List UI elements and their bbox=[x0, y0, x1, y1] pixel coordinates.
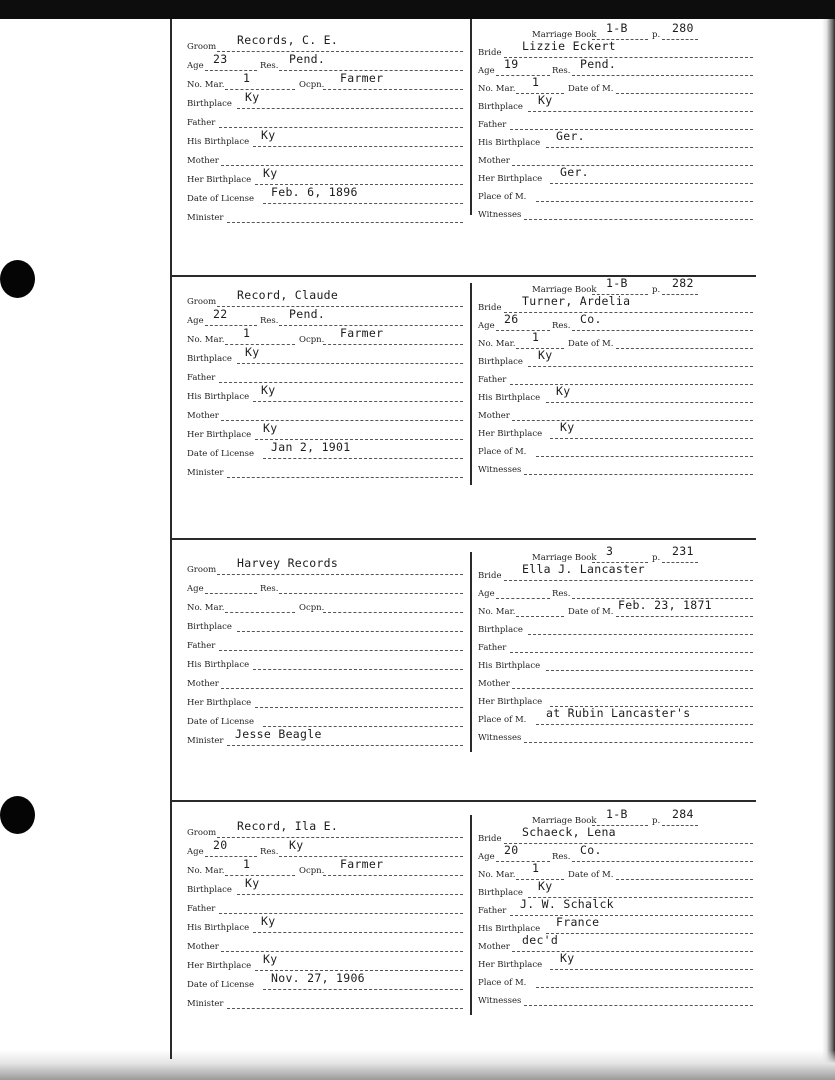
groom-date-of-license-line bbox=[263, 989, 463, 990]
groom-name: Record, Claude bbox=[237, 288, 339, 302]
groom-minister-label: Minister bbox=[187, 736, 224, 746]
groom-ocpn-line bbox=[323, 612, 463, 613]
bride-birthplace-label: Birthplace bbox=[478, 357, 523, 367]
date-of-m-line bbox=[616, 879, 753, 880]
bride-his-birthplace-line bbox=[546, 933, 753, 934]
bride-witnesses-line bbox=[524, 742, 753, 743]
groom-name: Record, Ila E. bbox=[237, 819, 339, 833]
groom-date-of-license: Jan 2, 1901 bbox=[271, 440, 351, 454]
bride-his-birthplace: France bbox=[556, 915, 600, 929]
marriage-book-number: 3 bbox=[606, 544, 614, 558]
bride-her-birthplace: Ky bbox=[560, 951, 575, 965]
bride-no-mar: 1 bbox=[532, 861, 540, 875]
groom-res-line bbox=[279, 593, 463, 594]
card-divider bbox=[470, 283, 472, 485]
marriage-book-number: 1-B bbox=[606, 276, 628, 290]
marriage-book-label: Marriage Book bbox=[532, 30, 597, 40]
groom-age-line bbox=[205, 593, 257, 594]
card-divider bbox=[470, 815, 472, 1015]
groom-her-birthplace-label: Her Birthplace bbox=[187, 175, 252, 185]
bride-name-line bbox=[504, 843, 753, 844]
groom-date-of-license: Feb. 6, 1896 bbox=[271, 185, 358, 199]
groom-label: Groom bbox=[187, 828, 217, 838]
groom-res: Ky bbox=[289, 838, 304, 852]
bride-name: Lizzie Eckert bbox=[522, 39, 616, 53]
groom-his-birthplace-label: His Birthplace bbox=[187, 660, 250, 670]
card-separator bbox=[170, 538, 756, 540]
card-divider bbox=[470, 19, 472, 215]
groom-no-mar-line bbox=[225, 89, 295, 90]
bride-his-birthplace-line bbox=[546, 147, 753, 148]
bride-her-birthplace-line bbox=[550, 438, 753, 439]
bride-place-of-m-line bbox=[536, 724, 753, 725]
bride-witnesses-label: Witnesses bbox=[478, 210, 522, 220]
bride-mother-line bbox=[512, 951, 753, 952]
bride-birthplace-line bbox=[528, 634, 753, 635]
groom-ocpn: Farmer bbox=[340, 71, 384, 85]
groom-date-of-license-label: Date of License bbox=[187, 449, 255, 459]
page-line bbox=[662, 39, 698, 40]
groom-name-line bbox=[217, 306, 463, 307]
date-of-m-label: Date of M. bbox=[568, 84, 614, 94]
groom-age: 22 bbox=[213, 307, 228, 321]
groom-his-birthplace: Ky bbox=[261, 383, 276, 397]
groom-mother-label: Mother bbox=[187, 156, 219, 166]
marriage-book-label: Marriage Book bbox=[532, 285, 597, 295]
bride-father-line bbox=[510, 915, 753, 916]
scan-bottom-edge bbox=[0, 1050, 835, 1080]
bride-his-birthplace: Ger. bbox=[556, 129, 585, 143]
bride-witnesses-label: Witnesses bbox=[478, 465, 522, 475]
groom-mother-label: Mother bbox=[187, 942, 219, 952]
page-label: p. bbox=[652, 30, 661, 40]
groom-his-birthplace-line bbox=[253, 932, 463, 933]
groom-res: Pend. bbox=[289, 52, 326, 66]
groom-no-mar-label: No. Mar. bbox=[187, 335, 225, 345]
bride-father-label: Father bbox=[478, 120, 507, 130]
groom-no-mar-line bbox=[225, 612, 295, 613]
groom-her-birthplace-label: Her Birthplace bbox=[187, 430, 252, 440]
groom-mother-label: Mother bbox=[187, 679, 219, 689]
date-of-m-label: Date of M. bbox=[568, 607, 614, 617]
groom-age-label: Age bbox=[187, 584, 204, 594]
groom-birthplace-line bbox=[237, 894, 463, 895]
bride-witnesses-label: Witnesses bbox=[478, 996, 522, 1006]
bride-her-birthplace-label: Her Birthplace bbox=[478, 174, 543, 184]
bride-his-birthplace-label: His Birthplace bbox=[478, 924, 541, 934]
groom-her-birthplace-line bbox=[255, 707, 463, 708]
bride-name-line bbox=[504, 312, 753, 313]
bride-father-line bbox=[510, 129, 753, 130]
page-line bbox=[662, 562, 698, 563]
groom-birthplace: Ky bbox=[245, 90, 260, 104]
scan-top-border bbox=[0, 0, 835, 19]
bride-name: Turner, Ardelia bbox=[522, 294, 631, 308]
bride-her-birthplace-line bbox=[550, 183, 753, 184]
bride-age: 19 bbox=[504, 57, 519, 71]
binder-hole-top bbox=[0, 260, 35, 298]
groom-minister-label: Minister bbox=[187, 999, 224, 1009]
groom-ocpn: Farmer bbox=[340, 326, 384, 340]
groom-ocpn-label: Ocpn. bbox=[299, 335, 325, 345]
groom-ocpn-line bbox=[323, 344, 463, 345]
page-label: p. bbox=[652, 285, 661, 295]
groom-father-line bbox=[219, 382, 463, 383]
groom-no-mar-label: No. Mar. bbox=[187, 80, 225, 90]
bride-age-line bbox=[496, 75, 550, 76]
bride-father: J. W. Schalck bbox=[520, 897, 614, 911]
bride-his-birthplace-label: His Birthplace bbox=[478, 393, 541, 403]
groom-father-line bbox=[219, 913, 463, 914]
bride-her-birthplace-label: Her Birthplace bbox=[478, 960, 543, 970]
bride-father-label: Father bbox=[478, 375, 507, 385]
groom-father-label: Father bbox=[187, 373, 216, 383]
bride-witnesses-line bbox=[524, 219, 753, 220]
bride-birthplace-label: Birthplace bbox=[478, 888, 523, 898]
groom-date-of-license: Nov. 27, 1906 bbox=[271, 971, 365, 985]
bride-res-line bbox=[572, 330, 753, 331]
page-label: p. bbox=[652, 553, 661, 563]
date-of-m-line bbox=[616, 93, 753, 94]
card-divider bbox=[470, 552, 472, 752]
groom-age-label: Age bbox=[187, 61, 204, 71]
bride-age-line bbox=[496, 861, 550, 862]
groom-his-birthplace-line bbox=[253, 146, 463, 147]
bride-place-of-m-line bbox=[536, 201, 753, 202]
bride-place-of-m-label: Place of M. bbox=[478, 978, 527, 988]
groom-age-label: Age bbox=[187, 316, 204, 326]
bride-place-of-m-label: Place of M. bbox=[478, 715, 527, 725]
groom-no-mar-label: No. Mar. bbox=[187, 603, 225, 613]
groom-no-mar: 1 bbox=[243, 71, 251, 85]
bride-birthplace: Ky bbox=[538, 348, 553, 362]
groom-ocpn-label: Ocpn. bbox=[299, 866, 325, 876]
groom-father-line bbox=[219, 127, 463, 128]
groom-minister-line bbox=[227, 745, 463, 746]
groom-ocpn: Farmer bbox=[340, 857, 384, 871]
groom-age: 23 bbox=[213, 52, 228, 66]
marriage-book-number: 1-B bbox=[606, 21, 628, 35]
date-of-m-line bbox=[616, 616, 753, 617]
groom-ocpn-line bbox=[323, 875, 463, 876]
groom-birthplace-line bbox=[237, 363, 463, 364]
bride-place-of-m-label: Place of M. bbox=[478, 447, 527, 457]
groom-his-birthplace: Ky bbox=[261, 128, 276, 142]
bride-father-line bbox=[510, 652, 753, 653]
groom-no-mar-label: No. Mar. bbox=[187, 866, 225, 876]
bride-age: 20 bbox=[504, 843, 519, 857]
groom-age-label: Age bbox=[187, 847, 204, 857]
bride-name: Schaeck, Lena bbox=[522, 825, 616, 839]
groom-mother-line bbox=[221, 420, 463, 421]
groom-age: 20 bbox=[213, 838, 228, 852]
bride-age-label: Age bbox=[478, 852, 495, 862]
groom-mother-line bbox=[221, 688, 463, 689]
bride-mother-line bbox=[512, 420, 753, 421]
groom-res-label: Res. bbox=[260, 316, 279, 326]
page-line bbox=[662, 294, 698, 295]
bride-place-of-m-line bbox=[536, 456, 753, 457]
marriage-book-page: 280 bbox=[672, 21, 694, 35]
groom-her-birthplace-label: Her Birthplace bbox=[187, 961, 252, 971]
bride-res: Pend. bbox=[580, 57, 617, 71]
groom-date-of-license-label: Date of License bbox=[187, 980, 255, 990]
bride-label: Bride bbox=[478, 571, 502, 581]
groom-name-line bbox=[217, 837, 463, 838]
bride-label: Bride bbox=[478, 48, 502, 58]
groom-birthplace-line bbox=[237, 108, 463, 109]
groom-birthplace: Ky bbox=[245, 345, 260, 359]
groom-his-birthplace: Ky bbox=[261, 914, 276, 928]
card-separator bbox=[170, 275, 756, 277]
scan-right-edge bbox=[822, 19, 835, 1080]
groom-res: Pend. bbox=[289, 307, 326, 321]
bride-name-line bbox=[504, 57, 753, 58]
groom-no-mar-line bbox=[225, 344, 295, 345]
groom-name-line bbox=[217, 51, 463, 52]
bride-res-line bbox=[572, 861, 753, 862]
bride-age-label: Age bbox=[478, 589, 495, 599]
bride-no-mar-label: No. Mar. bbox=[478, 84, 516, 94]
groom-no-mar: 1 bbox=[243, 326, 251, 340]
bride-birthplace-label: Birthplace bbox=[478, 102, 523, 112]
groom-birthplace: Ky bbox=[245, 876, 260, 890]
bride-her-birthplace-line bbox=[550, 969, 753, 970]
bride-res-label: Res. bbox=[552, 852, 571, 862]
groom-res-label: Res. bbox=[260, 61, 279, 71]
groom-date-of-license-line bbox=[263, 203, 463, 204]
bride-mother-label: Mother bbox=[478, 942, 510, 952]
bride-age-label: Age bbox=[478, 321, 495, 331]
groom-her-birthplace: Ky bbox=[263, 952, 278, 966]
groom-mother-line bbox=[221, 951, 463, 952]
groom-his-birthplace-label: His Birthplace bbox=[187, 137, 250, 147]
bride-mother-label: Mother bbox=[478, 156, 510, 166]
groom-father-label: Father bbox=[187, 904, 216, 914]
bride-no-mar-label: No. Mar. bbox=[478, 607, 516, 617]
groom-minister-line bbox=[227, 222, 463, 223]
bride-father-label: Father bbox=[478, 643, 507, 653]
groom-birthplace-label: Birthplace bbox=[187, 99, 232, 109]
groom-date-of-license-label: Date of License bbox=[187, 717, 255, 727]
bride-no-mar-line bbox=[516, 616, 564, 617]
bride-res-line bbox=[572, 75, 753, 76]
groom-his-birthplace-line bbox=[253, 669, 463, 670]
groom-date-of-license-line bbox=[263, 458, 463, 459]
binder-hole-bottom bbox=[0, 796, 35, 834]
bride-witnesses-label: Witnesses bbox=[478, 733, 522, 743]
groom-mother-label: Mother bbox=[187, 411, 219, 421]
bride-no-mar: 1 bbox=[532, 330, 540, 344]
bride-father-label: Father bbox=[478, 906, 507, 916]
bride-age-line bbox=[496, 598, 550, 599]
bride-his-birthplace-line bbox=[546, 402, 753, 403]
bride-mother-line bbox=[512, 165, 753, 166]
bride-age-label: Age bbox=[478, 66, 495, 76]
bride-no-mar: 1 bbox=[532, 75, 540, 89]
bride-res-label: Res. bbox=[552, 66, 571, 76]
date-of-m-label: Date of M. bbox=[568, 870, 614, 880]
bride-place-of-m-line bbox=[536, 987, 753, 988]
groom-label: Groom bbox=[187, 565, 217, 575]
groom-birthplace-line bbox=[237, 631, 463, 632]
groom-her-birthplace: Ky bbox=[263, 166, 278, 180]
bride-place-of-m-label: Place of M. bbox=[478, 192, 527, 202]
bride-birthplace-line bbox=[528, 111, 753, 112]
page-label: p. bbox=[652, 816, 661, 826]
date-of-m-label: Date of M. bbox=[568, 339, 614, 349]
marriage-book-label: Marriage Book bbox=[532, 816, 597, 826]
bride-no-mar-label: No. Mar. bbox=[478, 870, 516, 880]
bride-mother-label: Mother bbox=[478, 411, 510, 421]
bride-mother-label: Mother bbox=[478, 679, 510, 689]
marriage-book-page: 231 bbox=[672, 544, 694, 558]
bride-his-birthplace-label: His Birthplace bbox=[478, 661, 541, 671]
marriage-book-number: 1-B bbox=[606, 807, 628, 821]
groom-minister: Jesse Beagle bbox=[235, 727, 322, 741]
bride-name: Ella J. Lancaster bbox=[522, 562, 645, 576]
bride-her-birthplace: Ger. bbox=[560, 165, 589, 179]
bride-birthplace: Ky bbox=[538, 93, 553, 107]
groom-his-birthplace-line bbox=[253, 401, 463, 402]
bride-res-label: Res. bbox=[552, 321, 571, 331]
bride-mother: dec'd bbox=[522, 933, 559, 947]
groom-minister-line bbox=[227, 477, 463, 478]
groom-minister-line bbox=[227, 1008, 463, 1009]
bride-res: Co. bbox=[580, 312, 602, 326]
groom-ocpn-label: Ocpn. bbox=[299, 80, 325, 90]
marriage-book-page: 284 bbox=[672, 807, 694, 821]
bride-his-birthplace: Ky bbox=[556, 384, 571, 398]
groom-name: Harvey Records bbox=[237, 556, 339, 570]
bride-label: Bride bbox=[478, 834, 502, 844]
bride-place-of-m: at Rubin Lancaster's bbox=[546, 706, 691, 720]
groom-date-of-license-label: Date of License bbox=[187, 194, 255, 204]
groom-minister-label: Minister bbox=[187, 213, 224, 223]
bride-witnesses-line bbox=[524, 1005, 753, 1006]
groom-his-birthplace-label: His Birthplace bbox=[187, 392, 250, 402]
groom-name: Records, C. E. bbox=[237, 33, 339, 47]
groom-label: Groom bbox=[187, 297, 217, 307]
bride-age: 26 bbox=[504, 312, 519, 326]
groom-birthplace-label: Birthplace bbox=[187, 622, 232, 632]
groom-her-birthplace-label: Her Birthplace bbox=[187, 698, 252, 708]
bride-her-birthplace: Ky bbox=[560, 420, 575, 434]
marriage-book-label: Marriage Book bbox=[532, 553, 597, 563]
bride-birthplace: Ky bbox=[538, 879, 553, 893]
groom-label: Groom bbox=[187, 42, 217, 52]
groom-res-label: Res. bbox=[260, 847, 279, 857]
bride-witnesses-line bbox=[524, 474, 753, 475]
bride-her-birthplace-label: Her Birthplace bbox=[478, 429, 543, 439]
groom-birthplace-label: Birthplace bbox=[187, 885, 232, 895]
bride-birthplace-line bbox=[528, 366, 753, 367]
card-separator bbox=[170, 800, 756, 802]
bride-no-mar-label: No. Mar. bbox=[478, 339, 516, 349]
bride-name-line bbox=[504, 580, 753, 581]
groom-res-label: Res. bbox=[260, 584, 279, 594]
bride-father-line bbox=[510, 384, 753, 385]
groom-minister-label: Minister bbox=[187, 468, 224, 478]
groom-father-label: Father bbox=[187, 118, 216, 128]
bride-mother-line bbox=[512, 688, 753, 689]
groom-father-line bbox=[219, 650, 463, 651]
date-of-m: Feb. 23, 1871 bbox=[618, 598, 712, 612]
bride-his-birthplace-line bbox=[546, 670, 753, 671]
date-of-m-line bbox=[616, 348, 753, 349]
bride-birthplace-label: Birthplace bbox=[478, 625, 523, 635]
groom-birthplace-label: Birthplace bbox=[187, 354, 232, 364]
groom-his-birthplace-label: His Birthplace bbox=[187, 923, 250, 933]
groom-no-mar-line bbox=[225, 875, 295, 876]
bride-her-birthplace-label: Her Birthplace bbox=[478, 697, 543, 707]
groom-ocpn-line bbox=[323, 89, 463, 90]
groom-name-line bbox=[217, 574, 463, 575]
bride-age-line bbox=[496, 330, 550, 331]
bride-label: Bride bbox=[478, 303, 502, 313]
marriage-book-page: 282 bbox=[672, 276, 694, 290]
bride-his-birthplace-label: His Birthplace bbox=[478, 138, 541, 148]
groom-no-mar: 1 bbox=[243, 857, 251, 871]
groom-father-label: Father bbox=[187, 641, 216, 651]
groom-her-birthplace: Ky bbox=[263, 421, 278, 435]
bride-res: Co. bbox=[580, 843, 602, 857]
page-line bbox=[662, 825, 698, 826]
groom-ocpn-label: Ocpn. bbox=[299, 603, 325, 613]
bride-res-label: Res. bbox=[552, 589, 571, 599]
groom-mother-line bbox=[221, 165, 463, 166]
